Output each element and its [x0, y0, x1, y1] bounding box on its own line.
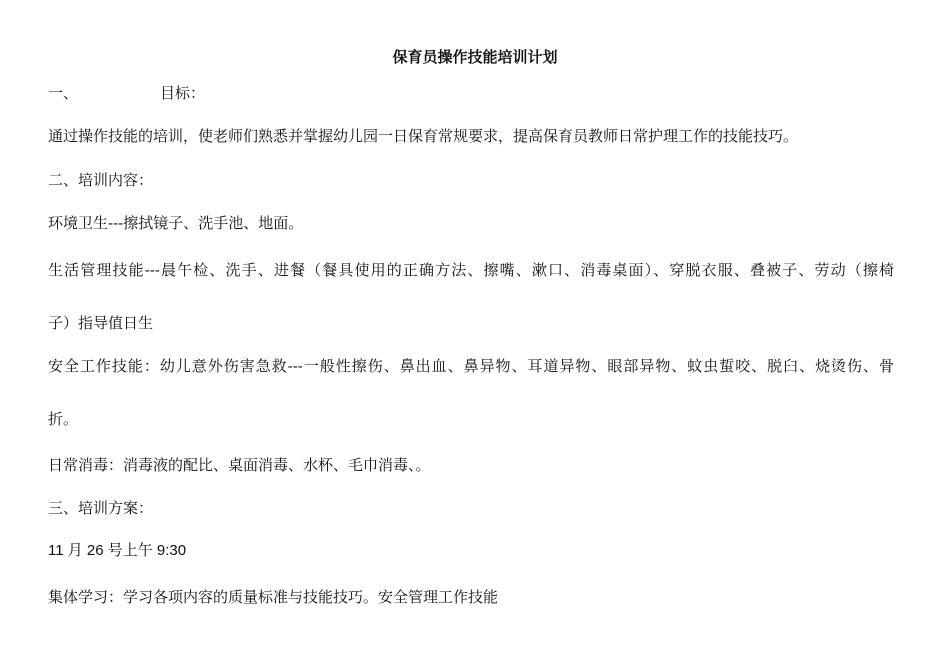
item-life-line-2: 子）指导值日生 — [48, 314, 154, 332]
group-study-text: 集体学习：学习各项内容的质量标准与技能技巧。安全管理工作技能 — [48, 588, 499, 606]
goal-paragraph: 通过操作技能的培训，使老师们熟悉并掌握幼儿园一日保育常规要求，提高保育员教师日常护理工作的技能技巧。 — [48, 127, 799, 145]
item-safety-line-1: 安全工作技能：幼儿意外伤害急救---一般性擦伤、鼻出血、鼻异物、耳道异物、眼部异物、蚊虫蜇咬、脱臼、烧烫伤、骨 — [48, 357, 894, 375]
document-title: 保育员操作技能培训计划 — [392, 48, 558, 66]
section-heading-plan: 三、培训方案： — [48, 499, 154, 517]
item-environment: 环境卫生---擦拭镜子、洗手池、地面。 — [48, 214, 304, 232]
item-life-line-1: 生活管理技能---晨午检、洗手、进餐（餐具使用的正确方法、擦嘴、漱口、消毒桌面）、穿脱衣服、叠被子、劳动（擦椅 — [48, 261, 894, 279]
section-heading-content: 二、培训内容： — [48, 171, 154, 189]
schedule-time: 11 月 26 号上午 9:30 — [48, 542, 187, 559]
item-safety-line-2: 折。 — [48, 410, 79, 428]
section-heading-goal — [48, 83, 908, 103]
section-label: 目标： — [160, 84, 206, 102]
item-disinfection: 日常消毒：消毒液的配比、桌面消毒、水杯、毛巾消毒、。 — [48, 456, 431, 474]
section-number: 一、 — [48, 84, 79, 102]
